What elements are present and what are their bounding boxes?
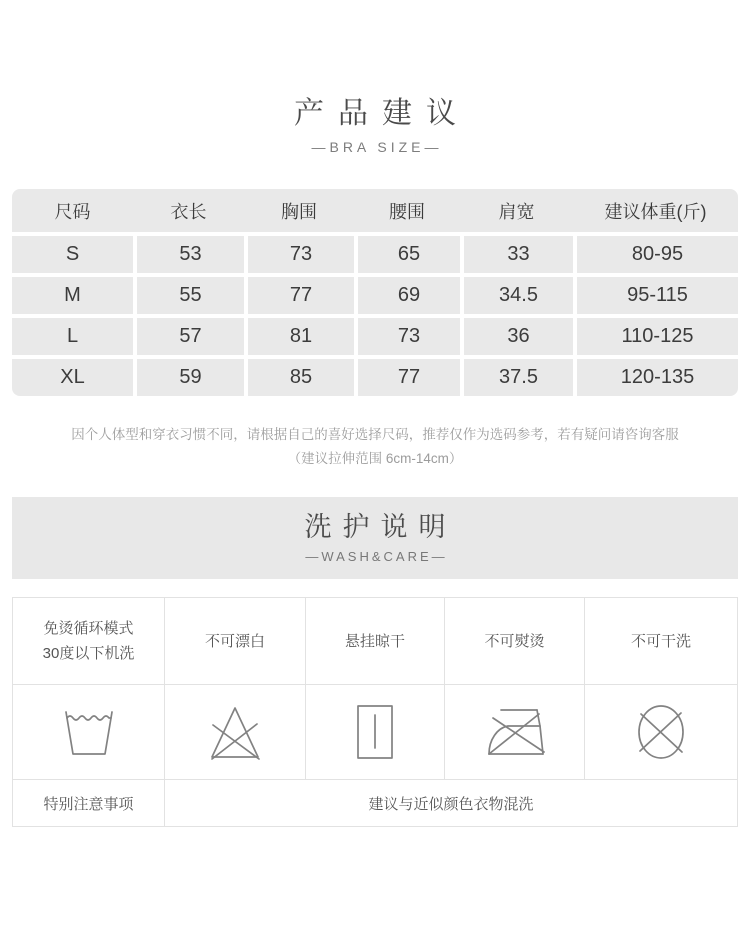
table-cell: 95-115 bbox=[573, 277, 738, 314]
no-bleach-icon-cell bbox=[165, 685, 306, 779]
size-row-xl bbox=[12, 359, 738, 396]
waist-col-header: 腰围 bbox=[389, 201, 425, 222]
no-iron-icon-cell bbox=[445, 685, 585, 779]
no-iron-icon bbox=[481, 705, 549, 759]
table-cell: 53 bbox=[133, 236, 244, 273]
wash-care-band bbox=[12, 497, 738, 579]
table-cell: 69 bbox=[354, 277, 460, 314]
care-label-no-bleach: 不可漂白 bbox=[165, 598, 306, 684]
size-row-m bbox=[12, 277, 738, 314]
length-col-header: 衣长 bbox=[170, 201, 207, 222]
special-note-label: 特别注意事项 bbox=[13, 780, 165, 826]
no-dry-clean-icon bbox=[632, 702, 690, 762]
hang-dry-icon bbox=[353, 702, 397, 762]
table-cell: 33 bbox=[460, 236, 573, 273]
care-icons-row bbox=[13, 685, 737, 780]
table-cell: 59 bbox=[133, 359, 244, 396]
table-cell: 73 bbox=[244, 236, 354, 273]
size-row-l bbox=[12, 318, 738, 355]
no-bleach-icon bbox=[205, 703, 265, 761]
care-notes-row bbox=[13, 780, 737, 826]
table-cell: 37.5 bbox=[460, 359, 573, 396]
no-dry-clean-icon-cell bbox=[585, 685, 737, 779]
size-row-s bbox=[12, 236, 738, 273]
care-table bbox=[12, 597, 738, 827]
wash-care-title: 洗护说明 bbox=[304, 512, 457, 542]
size-table-header-row bbox=[12, 189, 738, 232]
hang-dry-icon-cell bbox=[306, 685, 445, 779]
table-cell: M bbox=[12, 277, 133, 314]
table-cell: 57 bbox=[133, 318, 244, 355]
size-section-header bbox=[0, 0, 750, 155]
table-cell: 110-125 bbox=[573, 318, 738, 355]
size-table bbox=[12, 189, 738, 396]
wash-care-subtitle: —WASH&CARE— bbox=[305, 549, 448, 564]
table-cell: 55 bbox=[133, 277, 244, 314]
size-section-title: 产品建议 bbox=[294, 97, 470, 130]
table-cell: 81 bbox=[244, 318, 354, 355]
size-note-line2: （建议拉伸范围 6cm-14cm） bbox=[287, 451, 463, 466]
table-cell: XL bbox=[12, 359, 133, 396]
table-cell: 120-135 bbox=[573, 359, 738, 396]
size-note bbox=[0, 423, 750, 471]
size-section-subtitle: —BRA SIZE— bbox=[311, 139, 443, 155]
care-labels-row bbox=[13, 598, 737, 685]
table-cell: S bbox=[12, 236, 133, 273]
care-label-hang-dry: 悬挂晾干 bbox=[306, 598, 445, 684]
table-cell: 34.5 bbox=[460, 277, 573, 314]
table-cell: 77 bbox=[354, 359, 460, 396]
table-cell: 73 bbox=[354, 318, 460, 355]
weight-col-header: 建议体重(斤) bbox=[604, 201, 707, 222]
care-label-line: 免烫循环模式 bbox=[43, 620, 134, 637]
machine-wash-icon bbox=[59, 704, 119, 760]
table-cell: 80-95 bbox=[573, 236, 738, 273]
special-note-value: 建议与近似颜色衣物混洗 bbox=[368, 795, 534, 813]
care-label-machine-wash bbox=[13, 598, 165, 684]
care-label-no-dry-clean: 不可干洗 bbox=[630, 632, 691, 650]
table-cell: L bbox=[12, 318, 133, 355]
care-label-no-iron: 不可熨烫 bbox=[445, 598, 585, 684]
table-cell: 85 bbox=[244, 359, 354, 396]
size-col-header: 尺码 bbox=[54, 201, 91, 222]
table-cell: 65 bbox=[354, 236, 460, 273]
table-cell: 36 bbox=[460, 318, 573, 355]
table-cell: 77 bbox=[244, 277, 354, 314]
shoulder-col-header: 肩宽 bbox=[498, 201, 535, 222]
bust-col-header: 胸围 bbox=[281, 201, 317, 222]
care-icon-cell bbox=[13, 685, 165, 779]
size-note-line1: 因个人体型和穿衣习惯不同，请根据自己的喜好选择尺码，推荐仅作为选码参考，若有疑问请咨询客服 bbox=[71, 427, 679, 442]
care-label-line: 30度以下机洗 bbox=[42, 645, 135, 662]
